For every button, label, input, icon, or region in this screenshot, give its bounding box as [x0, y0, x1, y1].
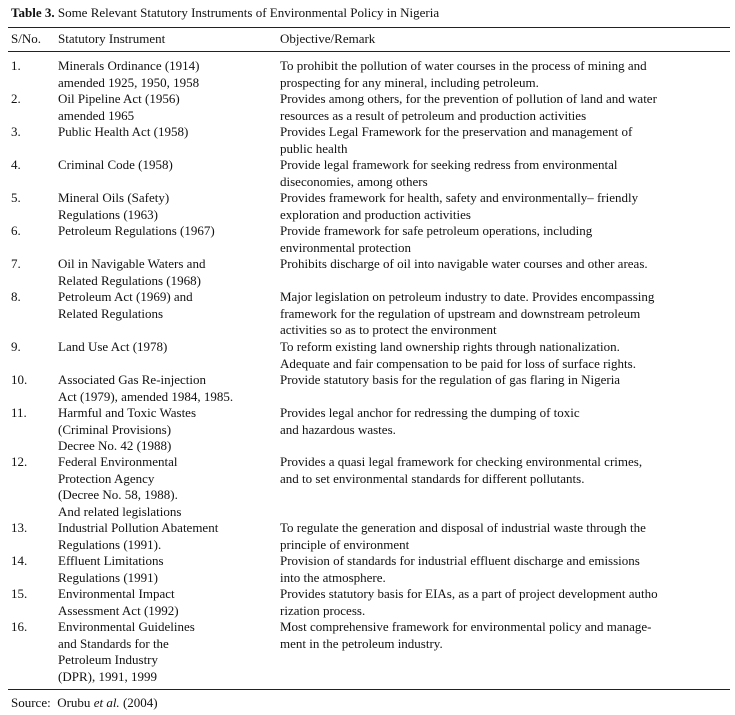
instrument-line: (Criminal Provisions) [58, 421, 172, 437]
instrument-line: Petroleum Regulations (1967) [58, 223, 215, 238]
row-instrument [58, 124, 188, 141]
row-number: 15. [11, 586, 28, 601]
row-objective [280, 223, 592, 256]
row-objective [280, 58, 647, 91]
instrument-line: Act (1979), amended 1984, 1985. [58, 388, 234, 404]
objective-line: prospecting for any mineral, including petroleum. [280, 74, 539, 90]
row-instrument [58, 157, 173, 174]
source-authors: Orubu [57, 695, 91, 710]
top-rule [8, 27, 730, 28]
instrument-line: and Standards for the [58, 635, 169, 651]
objective-line: principle of environment [280, 536, 410, 552]
table-source [11, 695, 158, 711]
objective-line: Provide statutory basis for the regulation of gas flaring in Nigeria [280, 372, 621, 387]
header-sn: S/No. [11, 31, 41, 46]
row-objective [280, 372, 620, 389]
row-objective [280, 91, 657, 124]
row-instrument [58, 520, 218, 553]
row-number: 2. [11, 91, 21, 106]
instrument-line: Decree No. 42 (1988) [58, 438, 172, 453]
row-number: 12. [11, 454, 28, 469]
objective-line: Provide framework for safe petroleum operations, including [280, 223, 593, 238]
row-objective [280, 339, 636, 372]
instrument-line: Regulations (1991) [58, 569, 159, 585]
objective-line: environmental protection [280, 239, 412, 255]
row-number: 16. [11, 619, 28, 634]
row-number: 13. [11, 520, 28, 535]
instrument-line: Protection Agency [58, 470, 155, 486]
objective-line: To regulate the generation and disposal of industrial waste through the [280, 520, 646, 535]
instrument-line: Oil Pipeline Act (1956) [58, 91, 180, 106]
row-instrument [58, 58, 200, 91]
objective-line: Most comprehensive framework for environmental policy and manage- [280, 619, 652, 634]
row-objective [280, 553, 640, 586]
instrument-line: Industrial Pollution Abatement [58, 520, 219, 535]
instrument-line: Land Use Act (1978) [58, 339, 168, 354]
objective-line: Provides legal anchor for redressing the dumping of toxic [280, 405, 580, 420]
objective-line: and to set environmental standards for different pollutants. [280, 470, 585, 486]
row-number: 3. [11, 124, 21, 139]
source-year: (2004) [122, 695, 158, 710]
instrument-line: Related Regulations (1968) [58, 272, 201, 288]
row-instrument [58, 256, 205, 289]
instrument-line: (DPR), 1991, 1999 [58, 668, 157, 684]
instrument-line: Criminal Code (1958) [58, 157, 173, 172]
instrument-line: amended 1965 [58, 107, 135, 123]
instrument-line: amended 1925, 1950, 1958 [58, 74, 200, 90]
objective-line: diseconomies, among others [280, 173, 428, 189]
row-number: 5. [11, 190, 21, 205]
objective-line: Provision of standards for industrial effluent discharge and emissions [280, 553, 640, 568]
header-instrument: Statutory Instrument [58, 31, 166, 46]
instrument-line: Related Regulations [58, 305, 164, 321]
objective-line: Provides Legal Framework for the preservation and management of [280, 124, 633, 139]
instrument-line: Regulations (1963) [58, 206, 159, 222]
row-instrument [58, 223, 215, 240]
objective-line: public health [280, 140, 348, 156]
objective-line: Provides a quasi legal framework for checking environmental crimes, [280, 454, 643, 469]
objective-line: To prohibit the pollution of water courses in the process of mining and [280, 58, 647, 73]
header-rule [8, 51, 730, 52]
instrument-line: Minerals Ordinance (1914) [58, 58, 200, 73]
row-instrument [58, 405, 196, 455]
instrument-line: Public Health Act (1958) [58, 124, 189, 139]
row-instrument [58, 289, 193, 322]
instrument-line: Assessment Act (1992) [58, 602, 179, 618]
row-objective [280, 454, 642, 487]
instrument-line: (Decree No. 58, 1988). [58, 487, 178, 502]
objective-line: Provides statutory basis for EIAs, as a part of project development autho [280, 586, 658, 601]
row-instrument [58, 372, 233, 405]
objective-line: framework for the regulation of upstream and downstream petroleum [280, 305, 641, 321]
source-etal: et al. [93, 695, 120, 710]
objective-line: Provides framework for health, safety and environmentally– friendly [280, 190, 639, 205]
objective-line: Adequate and fair compensation to be paid for loss of surface rights. [280, 355, 636, 371]
row-objective [280, 124, 632, 157]
row-objective [280, 289, 654, 339]
row-number: 6. [11, 223, 21, 238]
table-caption-label: Table 3. [11, 5, 55, 20]
row-objective [280, 586, 658, 619]
instrument-line: Oil in Navigable Waters and [58, 256, 206, 271]
objective-line: ment in the petroleum industry. [280, 635, 443, 651]
row-instrument [58, 619, 195, 685]
row-objective [280, 157, 618, 190]
row-number: 10. [11, 372, 28, 387]
instrument-line: Associated Gas Re-injection [58, 372, 207, 387]
objective-line: Provides among others, for the prevention of pollution of land and water [280, 91, 657, 106]
row-number: 11. [11, 405, 27, 420]
objective-line: activities so as to protect the environment [280, 322, 497, 337]
row-instrument [58, 190, 169, 223]
instrument-line: Effluent Limitations [58, 553, 164, 568]
objective-line: Provide legal framework for seeking redress from environmental [280, 157, 618, 172]
row-number: 1. [11, 58, 21, 73]
instrument-line: Regulations (1991). [58, 536, 162, 552]
row-objective [280, 256, 648, 273]
row-instrument [58, 454, 181, 520]
instrument-line: Mineral Oils (Safety) [58, 190, 170, 205]
objective-line: resources as a result of petroleum and production activities [280, 107, 587, 123]
table-caption-text: Some Relevant Statutory Instruments of Environmental Policy in Nigeria [57, 5, 440, 20]
instrument-line: Environmental Guidelines [58, 619, 195, 634]
table-caption [11, 5, 726, 21]
row-number: 8. [11, 289, 21, 304]
objective-line: exploration and production activities [280, 206, 471, 222]
objective-line: Prohibits discharge of oil into navigable water courses and other areas. [280, 256, 648, 271]
instrument-line: Petroleum Industry [58, 652, 159, 667]
row-objective [280, 520, 646, 553]
row-number: 14. [11, 553, 28, 568]
objective-line: Major legislation on petroleum industry to date. Provides encompassing [280, 289, 655, 304]
row-number: 4. [11, 157, 21, 172]
instrument-line: Petroleum Act (1969) and [58, 289, 193, 304]
row-number: 9. [11, 339, 21, 354]
instrument-line: Federal Environmental [58, 454, 178, 469]
objective-line: To reform existing land ownership rights through nationalization. [280, 339, 620, 354]
objective-line: into the atmosphere. [280, 569, 386, 585]
source-label: Source: [11, 695, 51, 710]
bottom-rule [8, 689, 730, 690]
header-objective: Objective/Remark [280, 31, 376, 46]
objective-line: and hazardous wastes. [280, 421, 396, 437]
objective-line: rization process. [280, 602, 366, 618]
instrument-line: Harmful and Toxic Wastes [58, 405, 197, 420]
instrument-line: And related legislations [58, 503, 182, 519]
row-instrument [58, 553, 164, 586]
row-objective [280, 405, 580, 438]
instrument-line: Environmental Impact [58, 586, 175, 601]
row-instrument [58, 586, 179, 619]
row-number: 7. [11, 256, 21, 271]
row-objective [280, 619, 651, 652]
row-objective [280, 190, 638, 223]
row-instrument [58, 339, 167, 356]
row-instrument [58, 91, 180, 124]
